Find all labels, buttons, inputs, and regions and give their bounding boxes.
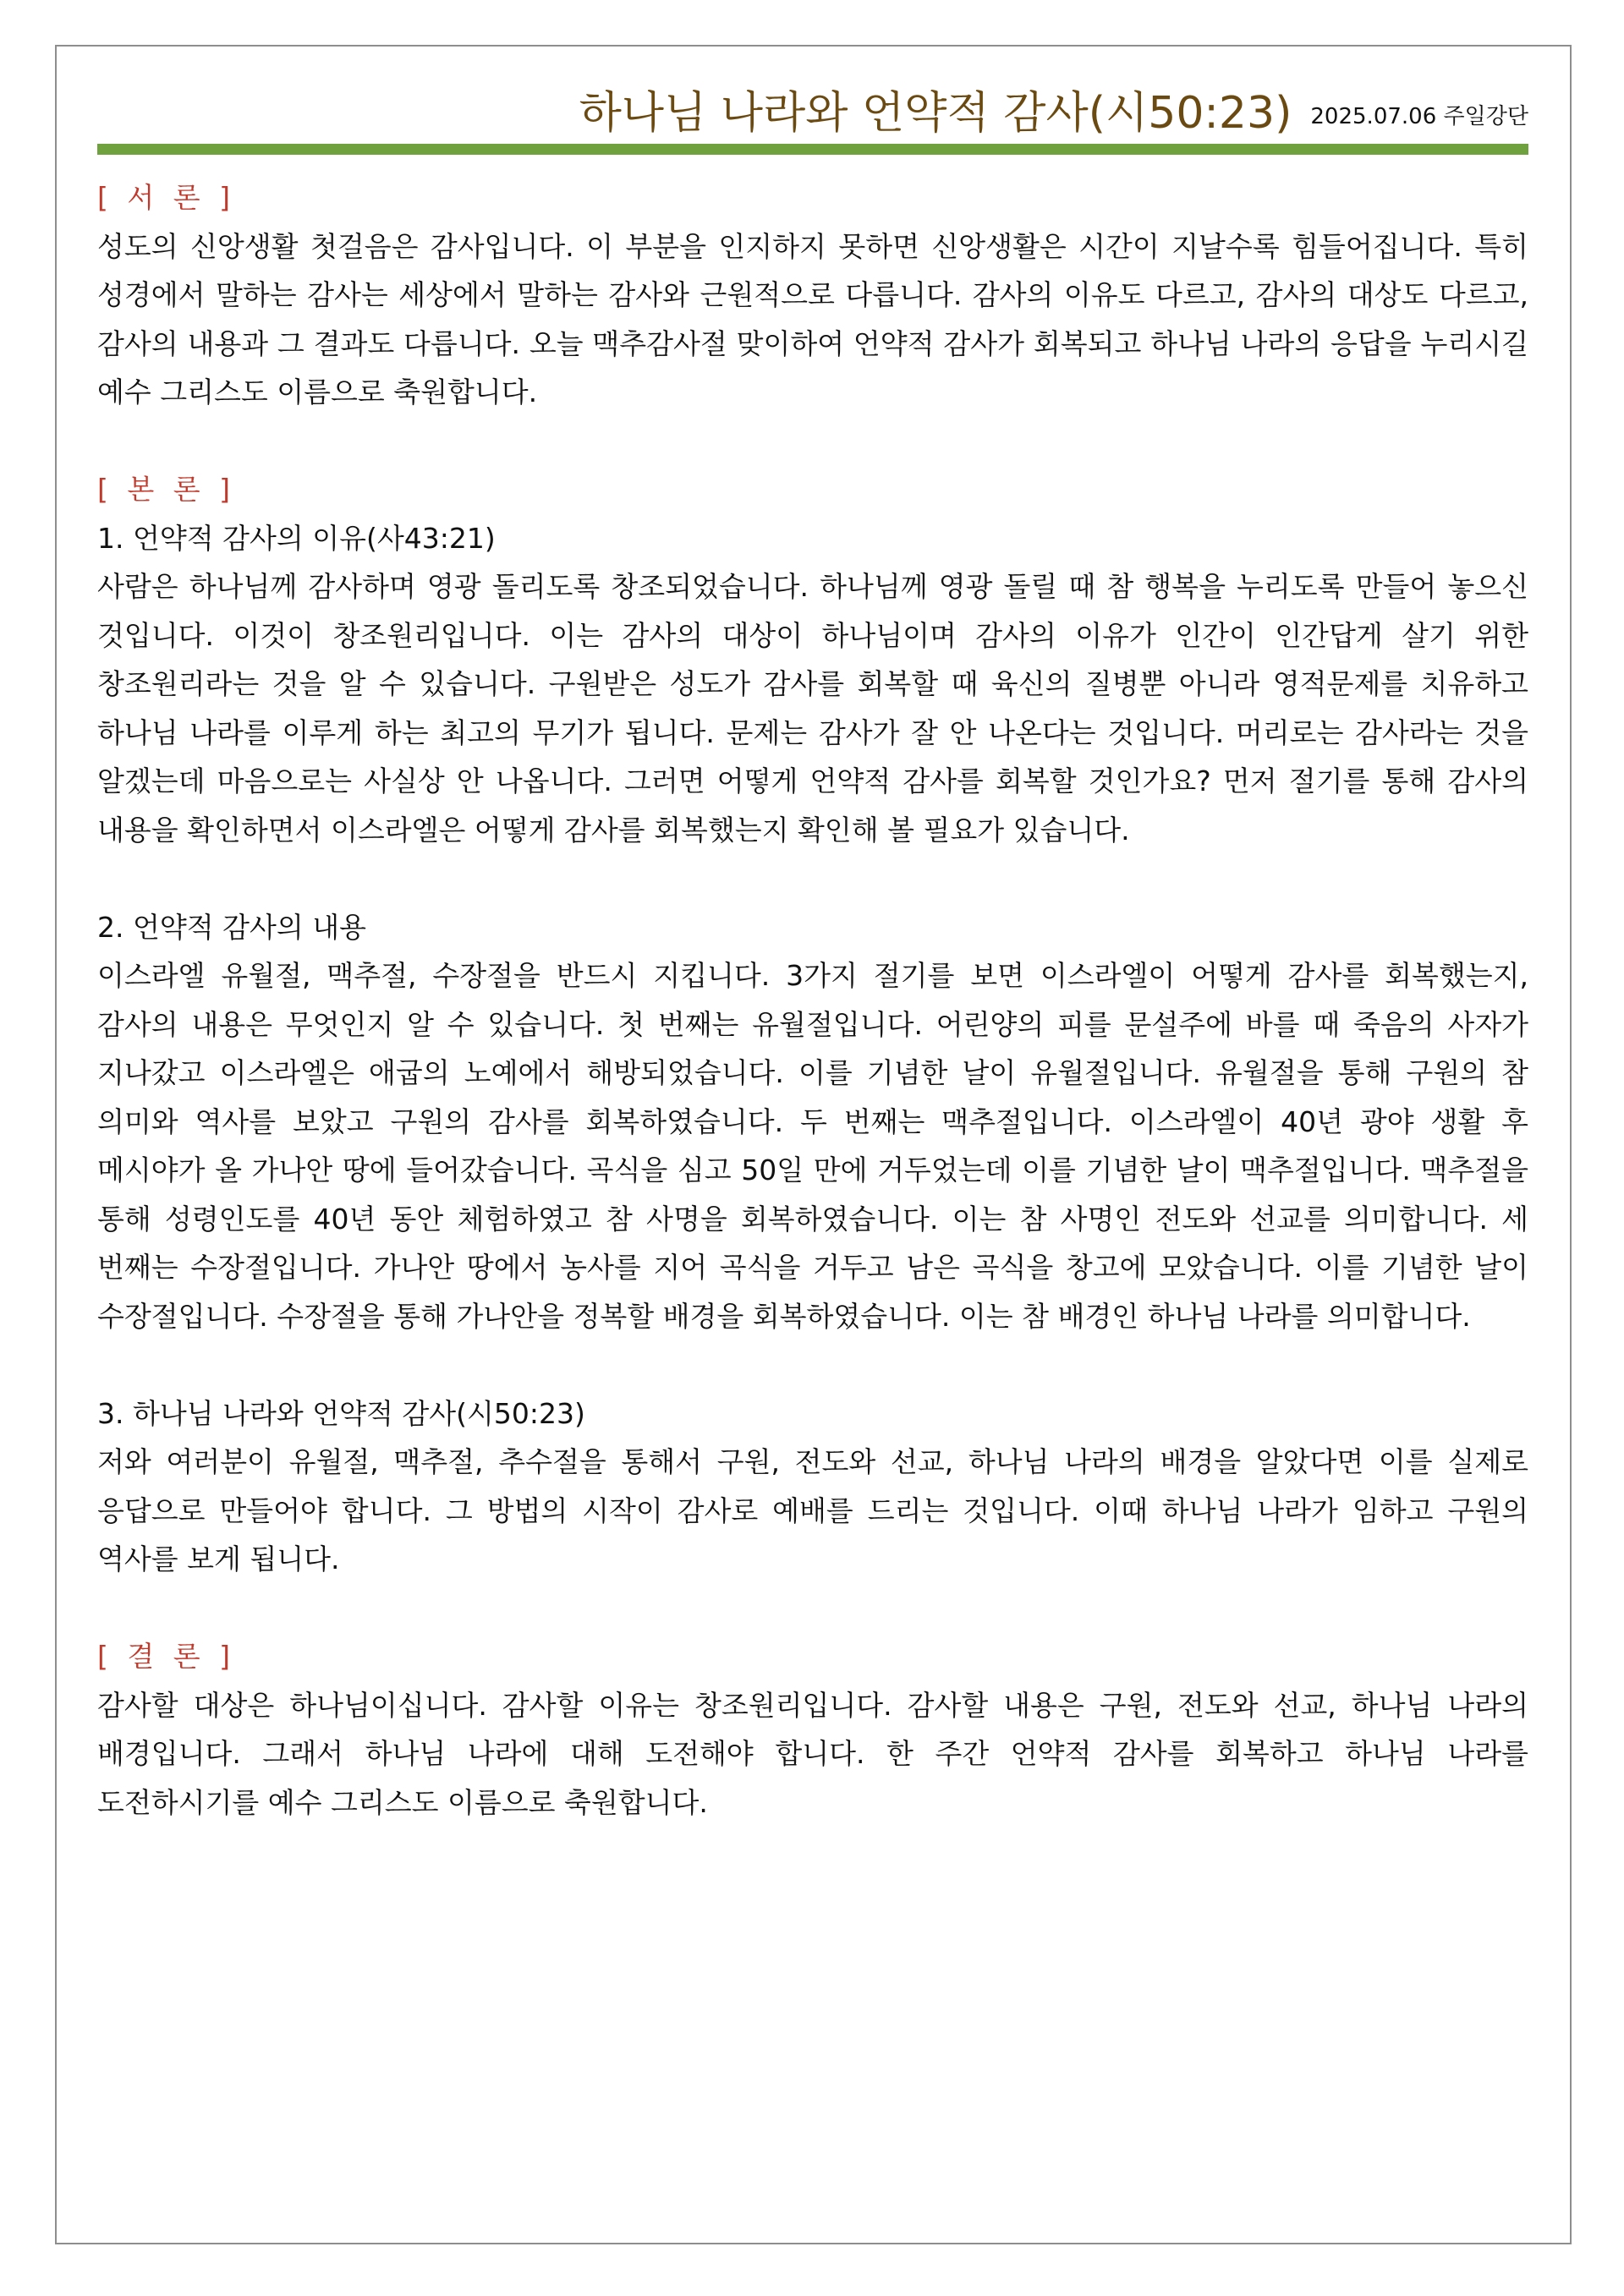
spacer	[97, 1340, 1528, 1389]
conclusion-section	[97, 1632, 1528, 1827]
document-header	[97, 85, 1528, 142]
header-divider	[97, 144, 1528, 155]
spacer	[97, 417, 1528, 466]
point-heading: 1. 언약적 감사의 이유(사43:21)	[97, 521, 496, 555]
point-2	[97, 903, 1528, 1341]
point-paragraph: 저와 여러분이 유월절, 맥추절, 추수절을 통해서 구원, 전도와 선교, 하나님 나라의 배경을 알았다면 이를 실제로 응답으로 만들어야 합니다. 그 방법의 시작이 감사로 예배를 드리는 것입니다. 이때 하나님 나라가 임하고 구원의 역사를 보게 됩니다.	[97, 1445, 1528, 1575]
sermon-date: 2025.07.06 주일강단	[1310, 104, 1528, 129]
point-paragraph: 사람은 하나님께 감사하며 영광 돌리도록 창조되었습니다. 하나님께 영광 돌릴 때 참 행복을 누리도록 만들어 놓으신 것입니다. 이것이 창조원리입니다. 이는 감사의 대상이 하나님이며 감사의 이유가 인간이 인간답게 살기 위한 창조원리라는 것을 알 수 있습니다. 구원받은 성도가 감사를 회복할 때 육신의 질병뿐 아니라 영적문제를 치유하고 하나님 나라를 이루게 하는 최고의 무기가 됩니다. 문제는 감사가 잘 안 나온다는 것입니다. 머리로는 감사라는 것을 알겠는데 마음으로는 사실상 안 나옵니다. 그러면 어떻게 언약적 감사를 회복할 것인가요? 먼저 절기를 통해 감사의 내용을 확인하면서 이스라엘은 어떻게 감사를 회복했는지 확인해 볼 필요가 있습니다.	[97, 570, 1528, 847]
point-heading: 2. 언약적 감사의 내용	[97, 910, 366, 944]
page-title: 하나님 나라와 언약적 감사(시50:23)	[579, 88, 1292, 139]
main-section	[97, 465, 1528, 1584]
sermon-body	[97, 173, 1528, 1827]
point-heading: 3. 하나님 나라와 언약적 감사(시50:23)	[97, 1396, 585, 1430]
spacer	[97, 1584, 1528, 1633]
main-label: [ 본 론 ]	[97, 473, 235, 506]
point-3	[97, 1389, 1528, 1584]
point-1	[97, 514, 1528, 855]
conclusion-label: [ 결 론 ]	[97, 1640, 235, 1673]
intro-label: [ 서 론 ]	[97, 181, 235, 214]
intro-paragraph: 성도의 신앙생활 첫걸음은 감사입니다. 이 부분을 인지하지 못하면 신앙생활은 시간이 지날수록 힘들어집니다. 특히 성경에서 말하는 감사는 세상에서 말하는 감사와 근원적으로 다릅니다. 감사의 이유도 다르고, 감사의 대상도 다르고, 감사의 내용과 그 결과도 다릅니다. 오늘 맥추감사절 맞이하여 언약적 감사가 회복되고 하나님 나라의 응답을 누리시길 예수 그리스도 이름으로 축원합니다.	[97, 229, 1528, 408]
spacer	[97, 854, 1528, 903]
point-paragraph: 이스라엘 유월절, 맥추절, 수장절을 반드시 지킵니다. 3가지 절기를 보면 이스라엘이 어떻게 감사를 회복했는지, 감사의 내용은 무엇인지 알 수 있습니다. 첫 번째는 유월절입니다. 어린양의 피를 문설주에 바를 때 죽음의 사자가 지나갔고 이스라엘은 애굽의 노예에서 해방되었습니다. 이를 기념한 날이 유월절입니다. 유월절을 통해 구원의 참 의미와 역사를 보았고 구원의 감사를 회복하였습니다. 두 번째는 맥추절입니다. 이스라엘이 40년 광야 생활 후 메시야가 올 가나안 땅에 들어갔습니다. 곡식을 심고 50일 만에 거두었는데 이를 기념한 날이 맥추절입니다. 맥추절을 통해 성령인도를 40년 동안 체험하였고 참 사명을 회복하였습니다. 이는 참 사명인 전도와 선교를 의미합니다. 세 번째는 수장절입니다. 가나안 땅에서 농사를 지어 곡식을 거두고 남은 곡식을 창고에 모았습니다. 이를 기념한 날이 수장절입니다. 수장절을 통해 가나안을 정복할 배경을 회복하였습니다. 이는 참 배경인 하나님 나라를 의미합니다.	[97, 959, 1528, 1333]
conclusion-paragraph: 감사할 대상은 하나님이십니다. 감사할 이유는 창조원리입니다. 감사할 내용은 구원, 전도와 선교, 하나님 나라의 배경입니다. 그래서 하나님 나라에 대해 도전해야 합니다. 한 주간 언약적 감사를 회복하고 하나님 나라를 도전하시기를 예수 그리스도 이름으로 축원합니다.	[97, 1688, 1528, 1819]
intro-section	[97, 173, 1528, 417]
